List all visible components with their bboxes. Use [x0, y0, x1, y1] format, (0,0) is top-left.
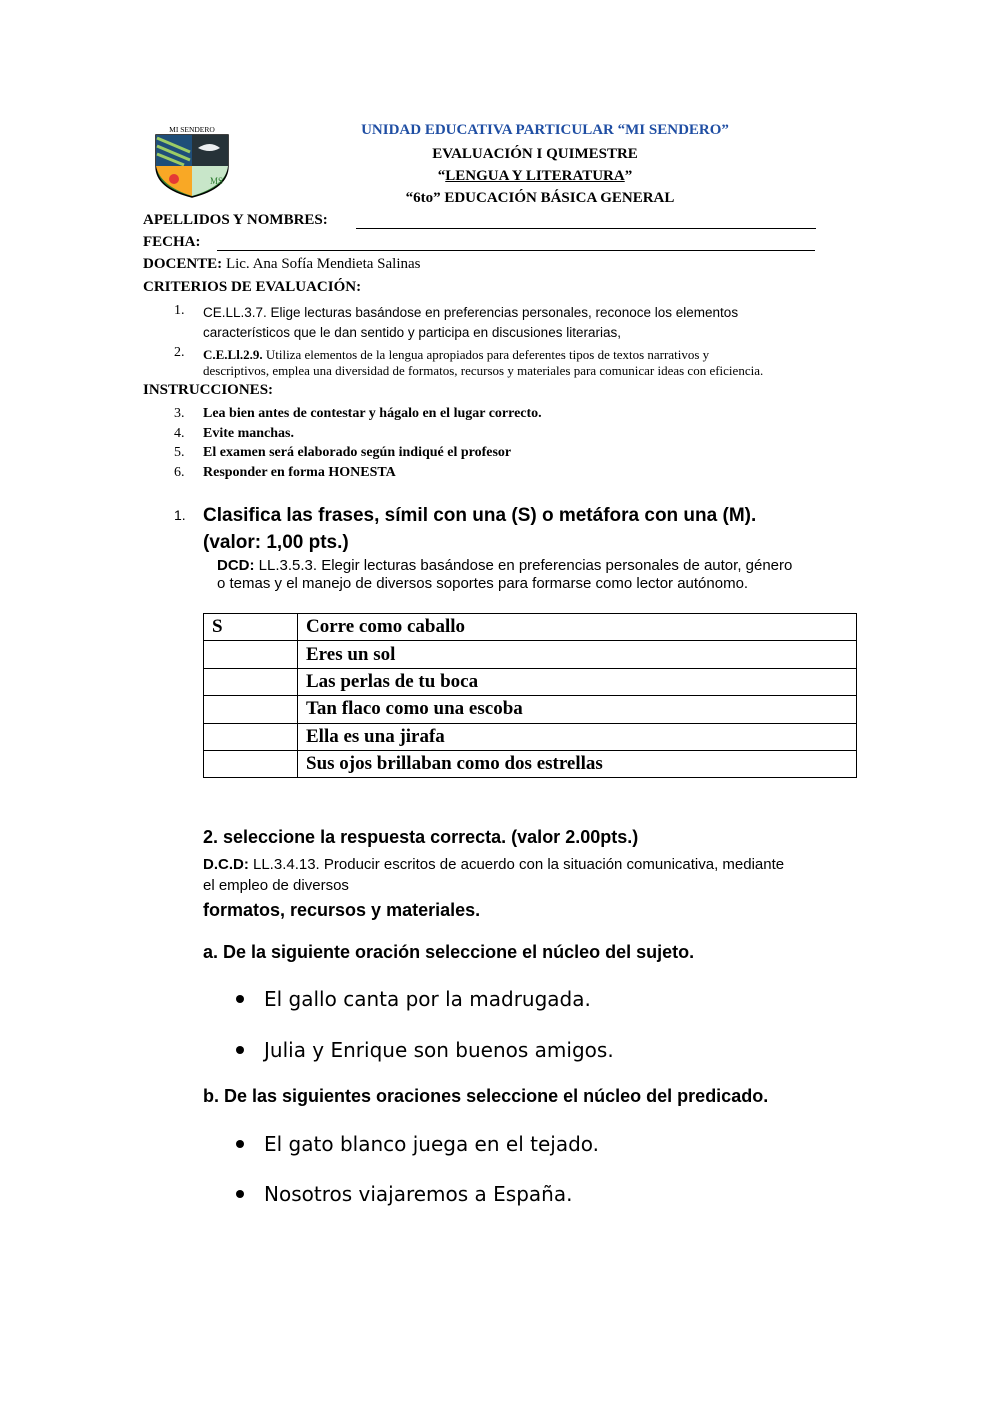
- instructions-title: INSTRUCCIONES:: [143, 382, 274, 398]
- table-row: [204, 696, 857, 723]
- subject-quote-open: “: [437, 168, 446, 184]
- criteria-item-2-line1: Utiliza elementos de la lengua apropiados para deferentes tipos de textos narrativos y: [262, 347, 710, 362]
- option-text: Julia y Enrique son buenos amigos.: [264, 1038, 614, 1062]
- teacher-field: [143, 256, 420, 273]
- teacher-label: DOCENTE:: [143, 256, 223, 272]
- phrase-cell: Sus ojos brillaban como dos estrellas: [298, 750, 857, 777]
- instruction-text: El examen será elaborado según indiqué el profesor: [203, 445, 512, 460]
- instruction-num: 3.: [174, 406, 185, 421]
- q1-dcd-line1: LL.3.5.3. Elegir lecturas basándose en preferencias personales de autor, género: [254, 557, 793, 574]
- phrase-cell: Tan flaco como una escoba: [298, 696, 857, 723]
- subject-quote-close: ”: [624, 168, 633, 184]
- bullet-icon: [236, 1190, 244, 1198]
- bullet-icon: [236, 1140, 244, 1148]
- names-answer-line[interactable]: [356, 228, 816, 229]
- phrase-cell: Eres un sol: [298, 641, 857, 668]
- names-label: APELLIDOS Y NOMBRES:: [143, 212, 328, 228]
- option-text: Nosotros viajaremos a España.: [264, 1182, 573, 1206]
- subject-name: LENGUA Y LITERATURA: [445, 168, 625, 184]
- criteria-item-1-line1: CE.LL.3.7. Elige lecturas basándose en preferencias personales, reconoce los elementos: [203, 305, 739, 320]
- logo-text: MI SENDERO: [169, 125, 215, 134]
- phrase-cell: Corre como caballo: [298, 614, 857, 641]
- q2-title: 2. seleccione la respuesta correcta. (valor 2.00pts.): [203, 827, 639, 847]
- q2b-option-2[interactable]: [236, 1182, 572, 1206]
- phrase-cell: Las perlas de tu boca: [298, 668, 857, 695]
- bullet-icon: [236, 995, 244, 1003]
- option-text: El gato blanco juega en el tejado.: [264, 1132, 600, 1156]
- bullet-icon: [236, 1046, 244, 1054]
- instructions-list: [174, 404, 542, 482]
- phrases-table: [203, 613, 857, 778]
- q1-dcd-line2: o temas y el manejo de diversos soportes para formarse como lector autónomo.: [217, 575, 749, 592]
- instruction-text: Responder en forma HONESTA: [203, 464, 396, 480]
- svg-text:MS: MS: [210, 176, 224, 186]
- q2b-title: b. De las siguientes oraciones seleccione el núcleo del predicado.: [203, 1086, 769, 1106]
- answer-cell[interactable]: S: [204, 614, 298, 641]
- subject-title: [300, 168, 770, 185]
- table-row: [204, 668, 857, 695]
- criteria-item-1-line2: característicos que le dan sentido y participa en discusiones literarias,: [203, 325, 621, 340]
- q2-dcd-line2: el empleo de diversos: [203, 877, 349, 894]
- q2a-option-2[interactable]: [236, 1038, 614, 1062]
- criteria-item-1-num: 1.: [174, 303, 185, 318]
- instruction-text: Evite manchas.: [203, 425, 294, 441]
- instruction-item: [174, 424, 542, 444]
- criteria-item-2-code: C.E.Ll.2.9.: [203, 347, 263, 362]
- instruction-num: 4.: [174, 425, 185, 441]
- instruction-item: [174, 443, 542, 463]
- table-row: [204, 614, 857, 641]
- date-label: FECHA:: [143, 234, 201, 250]
- option-text: El gallo canta por la madrugada.: [264, 987, 591, 1011]
- instruction-text: Lea bien antes de contestar y hágalo en el lugar correcto.: [203, 406, 542, 421]
- criteria-item-2-line2: descriptivos, emplea una diversidad de formatos, recursos y materiales para comunicar ideas con eficiencia.: [203, 363, 764, 378]
- criteria-item-1: [203, 303, 738, 343]
- q2b-option-1[interactable]: [236, 1132, 599, 1156]
- answer-cell[interactable]: [204, 668, 298, 695]
- q1-title-line2: (valor: 1,00 pts.): [203, 532, 349, 553]
- answer-cell[interactable]: [204, 641, 298, 668]
- instruction-num: 6.: [174, 464, 185, 480]
- criteria-item-2-num: 2.: [174, 345, 185, 360]
- q2-dcd-label: D.C.D:: [203, 856, 249, 873]
- date-field: [143, 234, 201, 251]
- instruction-item: [174, 404, 542, 424]
- instruction-num: 5.: [174, 445, 185, 460]
- q1-dcd: [217, 557, 792, 593]
- table-row: [204, 641, 857, 668]
- criteria-title: CRITERIOS DE EVALUACIÓN:: [143, 279, 362, 295]
- q1-dcd-label: DCD:: [217, 557, 255, 574]
- q1-title: [203, 502, 756, 556]
- q2-dcd-line3: formatos, recursos y materiales.: [203, 900, 481, 920]
- q2a-title: a. De la siguiente oración seleccione el núcleo del sujeto.: [203, 942, 695, 962]
- table-row: [204, 723, 857, 750]
- answer-cell[interactable]: [204, 750, 298, 777]
- q2-dcd-line1: LL.3.4.13. Producir escritos de acuerdo con la situación comunicativa, mediante: [248, 856, 785, 873]
- phrase-cell: Ella es una jirafa: [298, 723, 857, 750]
- table-row: [204, 750, 857, 777]
- q1-title-line1: Clasifica las frases, símil con una (S) o metáfora con una (M).: [203, 505, 757, 526]
- school-crest-logo: [154, 124, 230, 198]
- answer-cell[interactable]: [204, 723, 298, 750]
- criteria-item-2: [203, 347, 763, 379]
- q2-dcd: [203, 854, 784, 896]
- grade-title: “6to” EDUCACIÓN BÁSICA GENERAL: [405, 190, 675, 206]
- date-answer-line[interactable]: [217, 250, 815, 251]
- evaluation-title: EVALUACIÓN I QUIMESTRE: [432, 146, 638, 162]
- q1-num: 1.: [174, 507, 186, 523]
- names-field: [143, 212, 328, 229]
- answer-cell[interactable]: [204, 696, 298, 723]
- instruction-item: [174, 463, 542, 483]
- teacher-value: Lic. Ana Sofía Mendieta Salinas: [225, 256, 421, 272]
- q2a-option-1[interactable]: [236, 987, 591, 1011]
- school-name: UNIDAD EDUCATIVA PARTICULAR “MI SENDERO”: [361, 122, 729, 138]
